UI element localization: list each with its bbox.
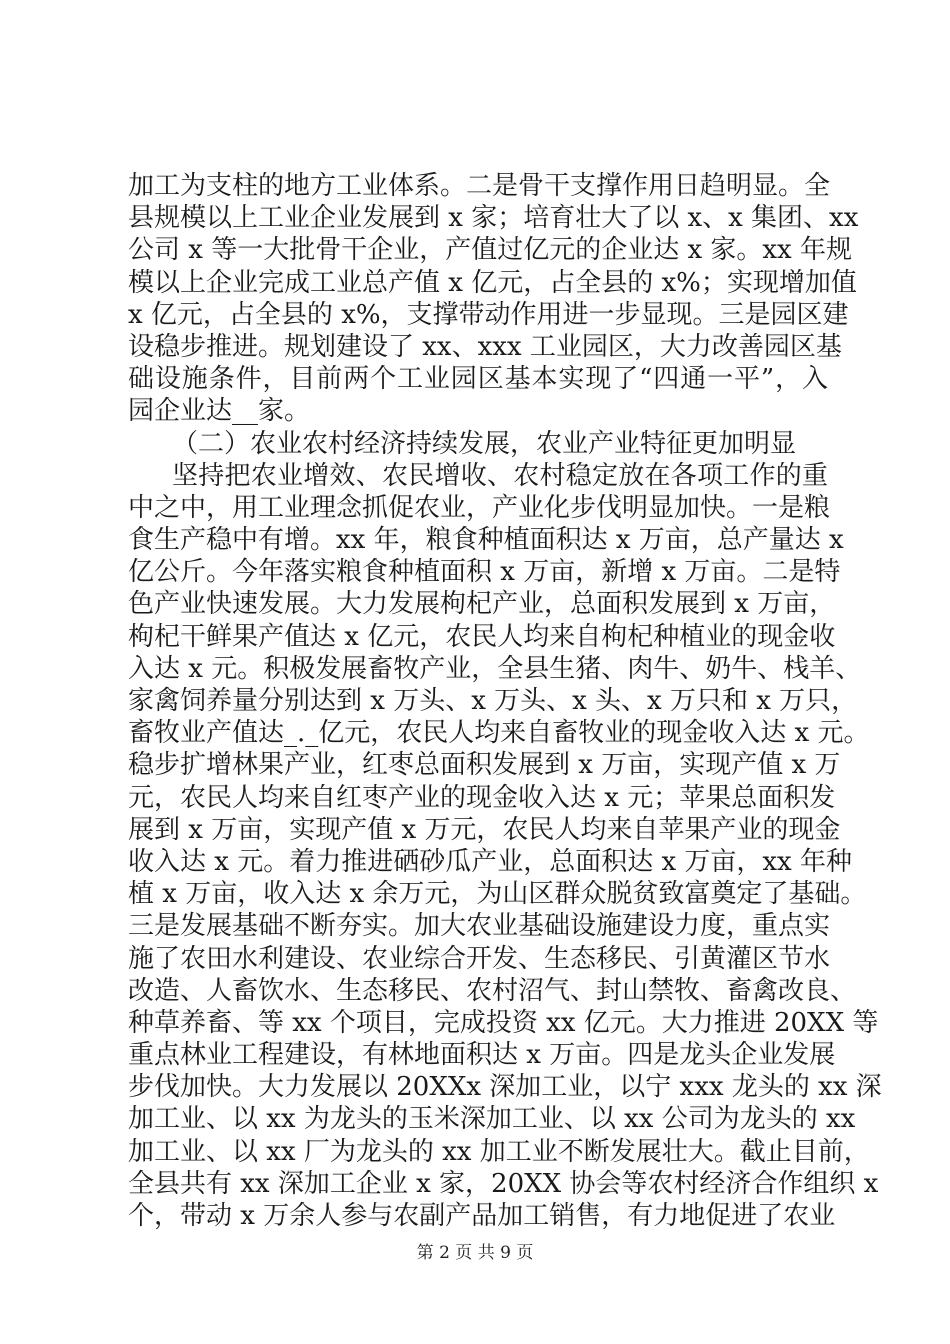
text-line: 重点林业工程建设，有林地面积达 x 万亩。四是龙头企业发展 bbox=[128, 1040, 836, 1071]
text-line: 步伐加快。大力发展以 20XXx 深加工业，以宁 xxx 龙头的 xx 深 bbox=[128, 1072, 882, 1103]
text-line: 色产业快速发展。大力发展枸杞产业，总面积发展到 x 万亩， bbox=[128, 589, 836, 620]
text-line: 加工业、以 xx 厂为龙头的 xx 加工业不断发展壮大。截止目前， bbox=[128, 1136, 870, 1167]
text-line: 公司 x 等一大批骨干企业，产值过亿元的企业达 x 家。xx 年规 bbox=[128, 235, 852, 266]
text-line: 中之中，用工业理念抓促农业，产业化步伐明显加快。一是粮 bbox=[128, 492, 831, 523]
text-line: 展到 x 万亩，实现产值 x 万元，农民人均来自苹果产业的现金 bbox=[128, 814, 841, 845]
text-line: 植 x 万亩，收入达 x 余万元，为山区群众脱贫致富奠定了基础。 bbox=[128, 879, 867, 910]
text-line: 园企业达__家。 bbox=[128, 396, 311, 427]
text-line: 入达 x 元。积极发展畜牧产业，全县生猪、肉牛、奶牛、栈羊、 bbox=[128, 653, 862, 684]
section-heading: （二）农业农村经济持续发展，农业产业特征更加明显 bbox=[172, 428, 797, 459]
text-line: 个，带动 x 万余人参与农副产品加工销售，有力地促进了农业 bbox=[128, 1201, 836, 1231]
text-line: 加工业、以 xx 为龙头的玉米深加工业、以 xx 公司为龙头的 xx bbox=[128, 1104, 856, 1135]
text-line: 施了农田水利建设、农业综合开发、生态移民、引黄灌区节水 bbox=[128, 943, 831, 974]
text-line: 元，农民人均来自红枣产业的现金收入达 x 元；苹果总面积发 bbox=[128, 782, 836, 813]
paragraph-1 bbox=[128, 170, 859, 428]
text-line: 家禽饲养量分别达到 x 万头、x 万头、x 头、x 万只和 x 万只， bbox=[128, 686, 858, 716]
text-line: 食生产稳中有增。xx 年，粮食种植面积达 x 万亩，总产量达 x bbox=[128, 525, 844, 556]
text-line: 加工为支柱的地方工业体系。二是骨干支撑作用日趋明显。全 bbox=[128, 171, 831, 201]
text-line: 枸杞干鲜果产值达 x 亿元，农民人均来自枸杞种植业的现金收 bbox=[128, 621, 836, 652]
text-line: 模以上企业完成工业总产值 x 亿元，占全县的 x%；实现增加值 bbox=[128, 267, 857, 298]
page-footer: 第 2 页 共 9 页 bbox=[416, 1243, 534, 1263]
text-line: 稳步扩增林果产业，红枣总面积发展到 x 万亩，实现产值 x 万 bbox=[128, 750, 841, 781]
text-line: 收入达 x 元。着力推进硒砂瓜产业，总面积达 x 万亩，xx 年种 bbox=[128, 846, 852, 877]
text-line: 种草养畜、等 xx 个项目，完成投资 xx 亿元。大力推进 20XX 等 bbox=[128, 1007, 879, 1038]
paragraph-2 bbox=[128, 460, 882, 1233]
text-line: 设稳步推进。规划建设了 xx、xxx 工业园区，大力改善园区基 bbox=[128, 331, 842, 362]
text-line: x 亿元，占全县的 x%，支撑带动作用进一步显现。三是园区建 bbox=[128, 299, 849, 330]
text-line: 畜牧业产值达_._亿元，农民人均来自畜牧业的现金收入达 x 元。 bbox=[128, 718, 870, 749]
text-line: 亿公斤。今年落实粮食种植面积 x 万亩，新增 x 万亩。二是特 bbox=[128, 557, 841, 588]
text-line: 础设施条件，目前两个工业园区基本实现了“四通一平”，入 bbox=[128, 364, 828, 395]
text-line: 改造、人畜饮水、生态移民、农村沼气、封山禁牧、畜禽改良、 bbox=[128, 975, 857, 1006]
text-line: 三是发展基础不断夯实。加大农业基础设施建设力度，重点实 bbox=[128, 911, 831, 942]
text-line: 全县共有 xx 深加工企业 x 家，20XX 协会等农村经济合作组织 x bbox=[128, 1168, 879, 1199]
document-body bbox=[128, 170, 882, 1232]
text-line: 坚持把农业增效、农民增收、农村稳定放在各项工作的重 bbox=[172, 460, 828, 491]
text-line: 县规模以上工业企业发展到 x 家；培育壮大了以 x、x 集团、xx bbox=[128, 203, 859, 234]
